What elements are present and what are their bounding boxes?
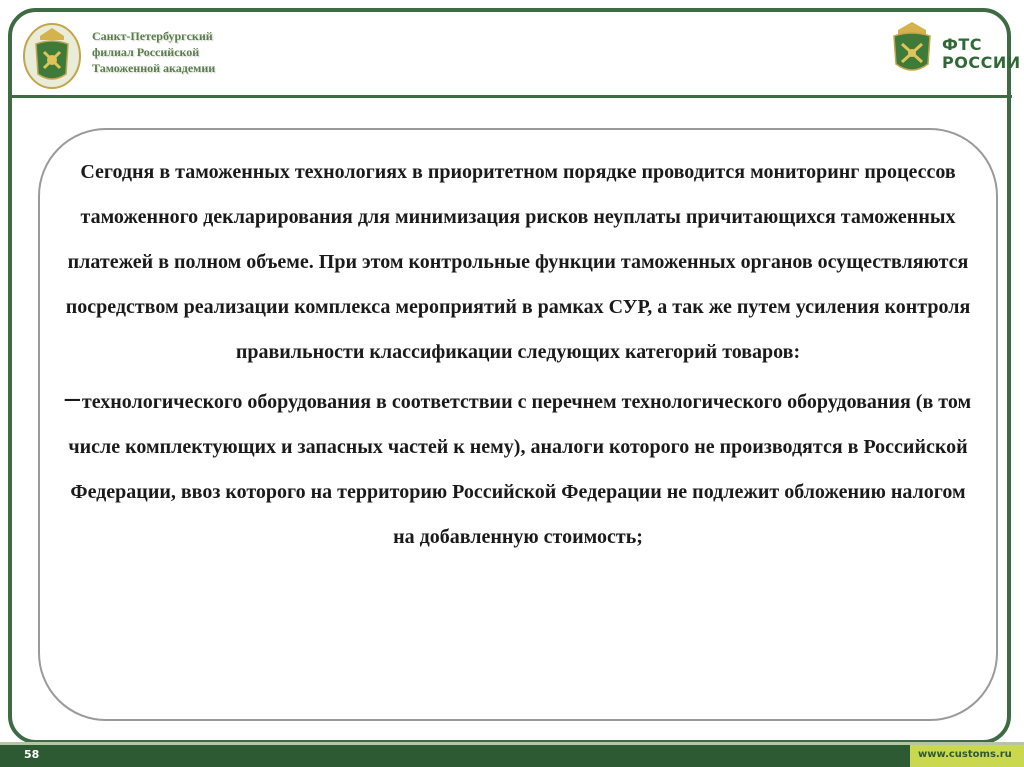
footer-bar [0, 745, 1024, 767]
customs-emblem-left-icon [22, 18, 82, 90]
content-text [60, 150, 976, 560]
bullet-dash: – [64, 381, 80, 414]
fts-logo-text [942, 36, 1021, 72]
bullet-paragraph [60, 375, 976, 560]
fts-emblem-icon [888, 16, 936, 80]
academy-line: Таможенной академии [92, 61, 216, 75]
fts-line: ФТС [942, 35, 983, 54]
fts-line: РОССИИ [942, 53, 1021, 72]
intro-paragraph: Сегодня в таможенных технологиях в приоритетном порядке проводится мониторинг процессов таможенного декларирования для минимизация рисков неуплаты причитающихся таможенных платежей в полном объеме. При этом контрольные функции таможенных органов осуществляются посредством реализации комплекса мероприятий в рамках СУР, а так же путем усиления контроля правильности классификации следующих категорий товаров: [65, 161, 971, 363]
page-number: 58 [24, 748, 40, 761]
academy-title [92, 28, 292, 76]
academy-line: Санкт-Петербургский [92, 29, 213, 43]
academy-line: филиал Российской [92, 45, 200, 59]
bullet-text: технологического оборудования в соответствии с перечнем технологического оборудования (в том числе комплектующих и запасных частей к нему), аналоги которого не производятся в Российской Федерации, ввоз которого на территорию Российской Федерации не подлежит обложению налогом на добавленную стоимость; [68, 391, 972, 548]
footer-url: www.customs.ru [918, 749, 1012, 760]
header-divider [12, 95, 1012, 98]
